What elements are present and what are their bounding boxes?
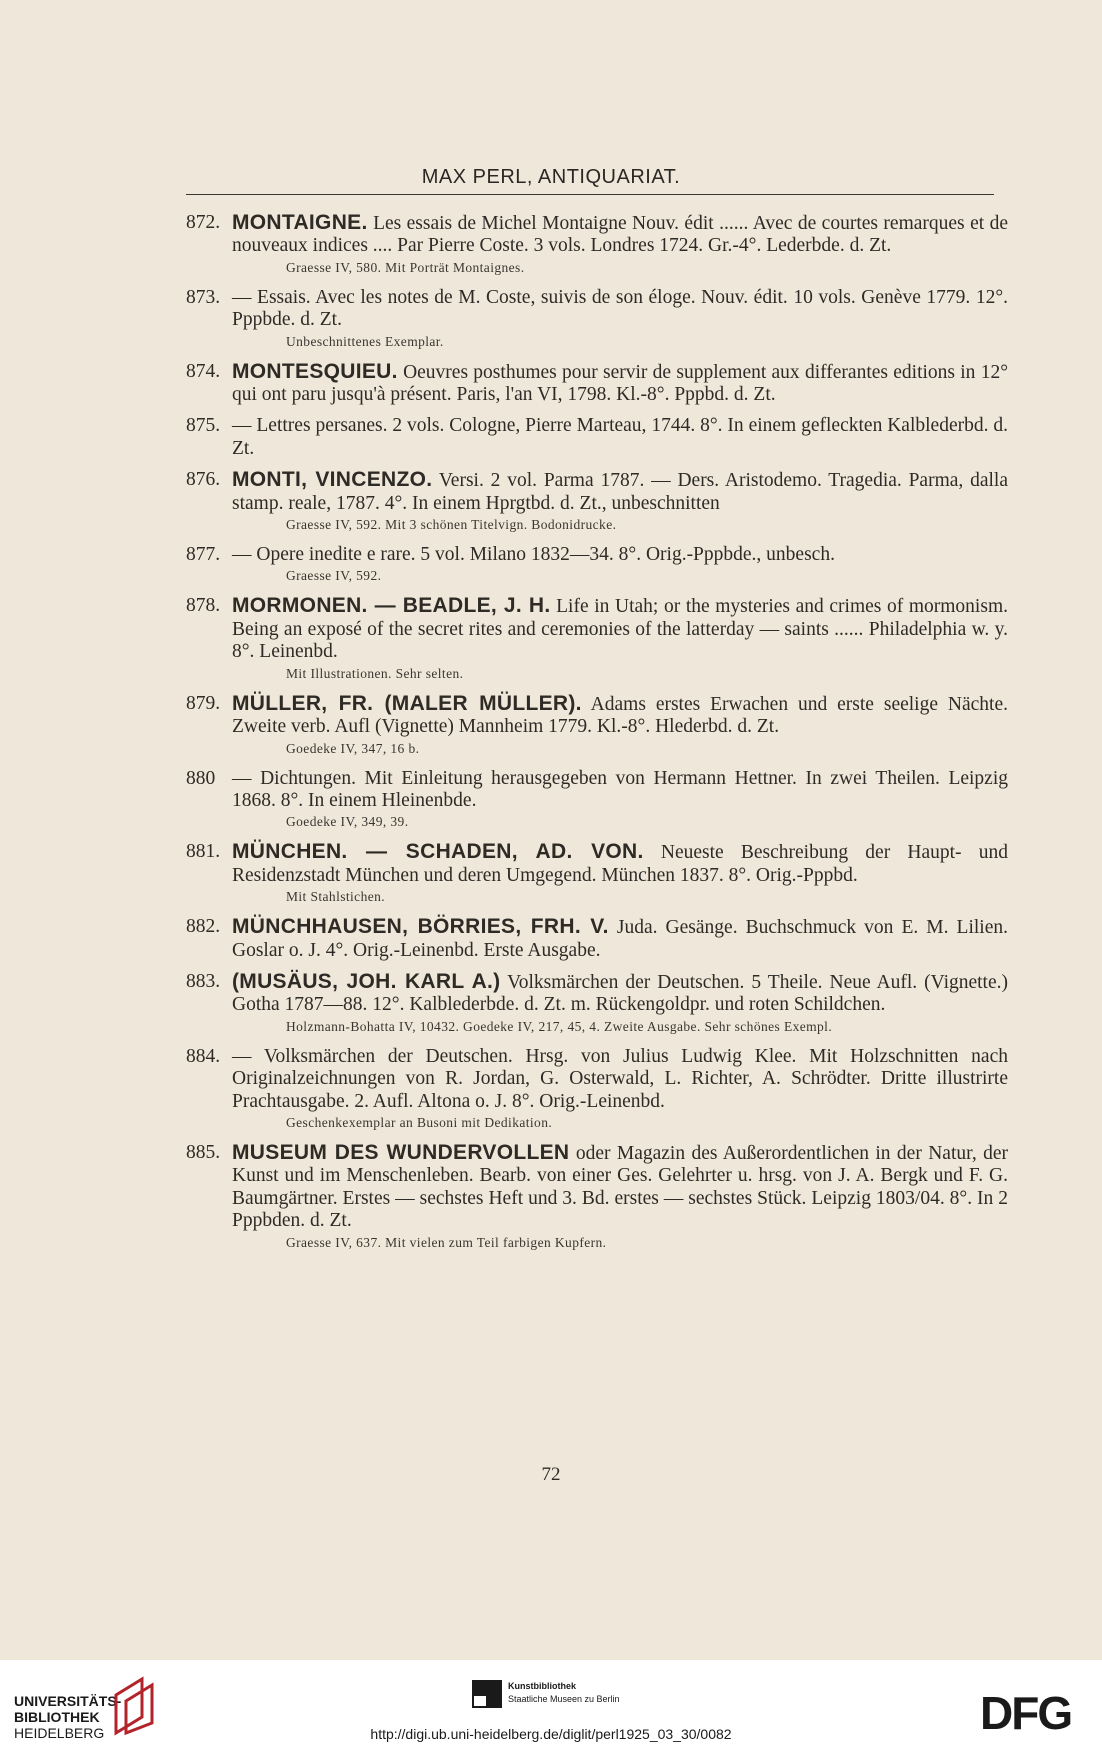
entry-note: Unbeschnittenes Exemplar. <box>286 333 444 349</box>
entry-description: — Dichtungen. Mit Einleitung herausgegeben von Hermann Hettner. In zwei Theilen. Leipzig 1868. 8°. In einem Hleinenbde. <box>232 767 1008 811</box>
entry-number: 879. <box>186 692 221 714</box>
catalogue-entry <box>186 1046 1008 1133</box>
entry-number: 880 <box>186 767 216 789</box>
entry-description: Oeuvres posthumes pour servir de supplement aux differantes editions in 12° qui ont paru jusqu'à présent. Paris, l'an VI, 1798. Kl.-8°. Pppbd. d. Zt. <box>232 361 1009 406</box>
source-url[interactable]: http://digi.ub.uni-heidelberg.de/diglit/perl1925_03_30/0082 <box>370 1726 732 1742</box>
entry-description: oder Magazin des Außerordentlichen in der Natur, der Kunst und im Menschenleben. Bearb. von einer Ges. Gelehrter u. hrsg. von J. A. Bergk und F. G. Baumgärtner. Erstes — sechstes Heft und 3. Bd. erstes — sechstes Stück. Leipzig 1803/04. 8°. In 2 Pppbden. d. Zt. <box>232 1142 1009 1232</box>
entry-headword: MONTESQUIEU. <box>232 359 398 383</box>
page-number: 72 <box>541 1464 561 1485</box>
catalogue-entries <box>186 212 1008 1262</box>
entry-number: 884. <box>186 1045 221 1067</box>
kunstbibliothek-line-1: Kunstbibliothek <box>508 1681 576 1691</box>
entry-number: 878. <box>186 595 221 617</box>
catalogue-entry <box>186 415 1008 460</box>
dfg-logo: DFG <box>980 1687 1072 1739</box>
entry-note: Graesse IV, 637. Mit vielen zum Teil farbigen Kupfern. <box>286 1234 607 1250</box>
entry-note: Graesse IV, 580. Mit Porträt Montaignes. <box>286 259 525 275</box>
university-line-3: HEIDELBERG <box>14 1725 105 1741</box>
catalogue-entry <box>186 841 1008 907</box>
running-title: MAX PERL, ANTIQUARIAT. <box>421 166 681 188</box>
entry-number: 873. <box>186 286 221 308</box>
entry-number: 874. <box>186 360 221 382</box>
entry-description: Volksmärchen der Deutschen. 5 Theile. Neue Aufl. (Vignette.) Gotha 1787—88. 12°. Kalblederbde. d. Zt. m. Rückengoldpr. und roten Schildchen. <box>232 971 1009 1016</box>
catalogue-entry <box>186 212 1008 278</box>
catalogue-entry <box>186 469 1008 535</box>
entry-note: Geschenkexemplar an Busoni mit Dedikation. <box>286 1114 553 1130</box>
kunstbibliothek-line-2: Staatliche Museen zu Berlin <box>508 1694 620 1704</box>
catalogue-entry <box>186 287 1008 352</box>
entry-note: Graesse IV, 592. Mit 3 schönen Titelvign. Bodonidrucke. <box>286 517 617 533</box>
university-line-1: UNIVERSITÄTS- <box>14 1693 122 1709</box>
entry-description: Versi. 2 vol. Parma 1787. — Ders. Aristodemo. Tragedia. Parma, dalla stamp. reale, 1787. 4°. In einem Hprgtbd. d. Zt., unbeschnitten <box>232 470 1008 514</box>
entry-number: 885. <box>186 1141 221 1163</box>
entry-headword: MÜNCHHAUSEN, BÖRRIES, FRH. V. <box>232 915 609 939</box>
catalogue-entry <box>186 361 1008 407</box>
entry-description: — Essais. Avec les notes de M. Coste, suivis de son éloge. Nouv. édit. 10 vols. Genève 1779. 12°. Pppbde. d. Zt. <box>232 286 1008 331</box>
entry-number: 881. <box>186 841 221 863</box>
entry-number: 877. <box>186 544 221 566</box>
entry-description: Les essais de Michel Montaigne Nouv. édit ...... Avec de courtes remarques et de nouveaux indices .... Par Pierre Coste. 3 vols. Londres 1724. Gr.-4°. Lederbde. d. Zt. <box>232 213 1009 257</box>
entry-note: Goedeke IV, 349, 39. <box>286 814 409 830</box>
entry-note: Mit Stahlstichen. <box>286 889 386 905</box>
entry-description: — Lettres persanes. 2 vols. Cologne, Pierre Marteau, 1744. 8°. In einem gefleckten Kalblederbd. d. Zt. <box>232 415 1008 459</box>
entry-headword: MUSEUM DES WUNDERVOLLEN <box>232 1140 570 1164</box>
entry-number: 872. <box>186 212 221 233</box>
entry-headword: MONTI, VINCENZO. <box>232 468 433 492</box>
kunstbibliothek-text <box>508 1680 620 1706</box>
catalogue-entry <box>186 693 1008 759</box>
entry-note: Goedeke IV, 347, 16 b. <box>286 740 420 756</box>
entry-headword: MÜNCHEN. — SCHADEN, AD. VON. <box>232 840 644 864</box>
entry-headword: MORMONEN. — BEADLE, J. H. <box>232 594 551 618</box>
entry-description: Neueste Beschreibung der Haupt- und Residenzstadt München und deren Umgegend. München 1837. 8°. Orig.-Pppbd. <box>232 842 1009 886</box>
entry-number: 883. <box>186 970 221 992</box>
entry-number: 876. <box>186 469 221 491</box>
entry-description: Juda. Gesänge. Buchschmuck von E. M. Lilien. Goslar o. J. 4°. Orig.-Leinenbd. Erste Ausgabe. <box>232 917 1009 961</box>
entry-description: Life in Utah; or the mysteries and crimes of mormonism. Being an exposé of the secret rites and ceremonies of the latterday — saints ...... Philadelphia w. y. 8°. Leinenbd. <box>232 596 1008 663</box>
catalogue-entry <box>186 971 1008 1037</box>
catalogue-entry <box>186 768 1008 833</box>
entry-number: 875. <box>186 415 221 437</box>
entry-note: Mit Illustrationen. Sehr selten. <box>286 665 464 681</box>
university-line-2: BIBLIOTHEK <box>14 1709 100 1725</box>
entry-headword: MONTAIGNE. <box>232 211 368 234</box>
entry-headword: (MUSÄUS, JOH. KARL A.) <box>232 969 501 993</box>
entry-description: — Volksmärchen der Deutschen. Hrsg. von Julius Ludwig Klee. Mit Holzschnitten nach Originalzeichnungen von R. Jordan, G. Osterwald, L. Richter, A. Schrödter. Dritte illustrirte Prachtausgabe. 2. Aufl. Altona o. J. 8°. Orig.-Leinenbd. <box>232 1045 1008 1112</box>
catalogue-entry <box>186 544 1008 586</box>
entry-number: 882. <box>186 916 221 938</box>
kunstbibliothek-logo-icon <box>472 1680 502 1708</box>
entry-note: Holzmann-Bohatta IV, 10432. Goedeke IV, 217, 45, 4. Zweite Ausgabe. Sehr schönes Exempl. <box>286 1018 833 1034</box>
entry-headword: MÜLLER, FR. (MALER MÜLLER). <box>232 691 582 715</box>
catalogue-entry <box>186 595 1008 683</box>
entry-description: Adams erstes Erwachen und erste seelige Nächte. Zweite verb. Aufl (Vignette) Mannheim 1779. Kl.-8°. Hlederbd. d. Zt. <box>232 693 1009 738</box>
catalogue-entry <box>186 916 1008 962</box>
entry-note: Graesse IV, 592. <box>286 568 382 584</box>
header-rule <box>186 194 994 195</box>
entry-description: — Opere inedite e rare. 5 vol. Milano 1832—34. 8°. Orig.-Pppbde., unbesch. <box>232 544 835 566</box>
catalogue-entry <box>186 1142 1008 1253</box>
